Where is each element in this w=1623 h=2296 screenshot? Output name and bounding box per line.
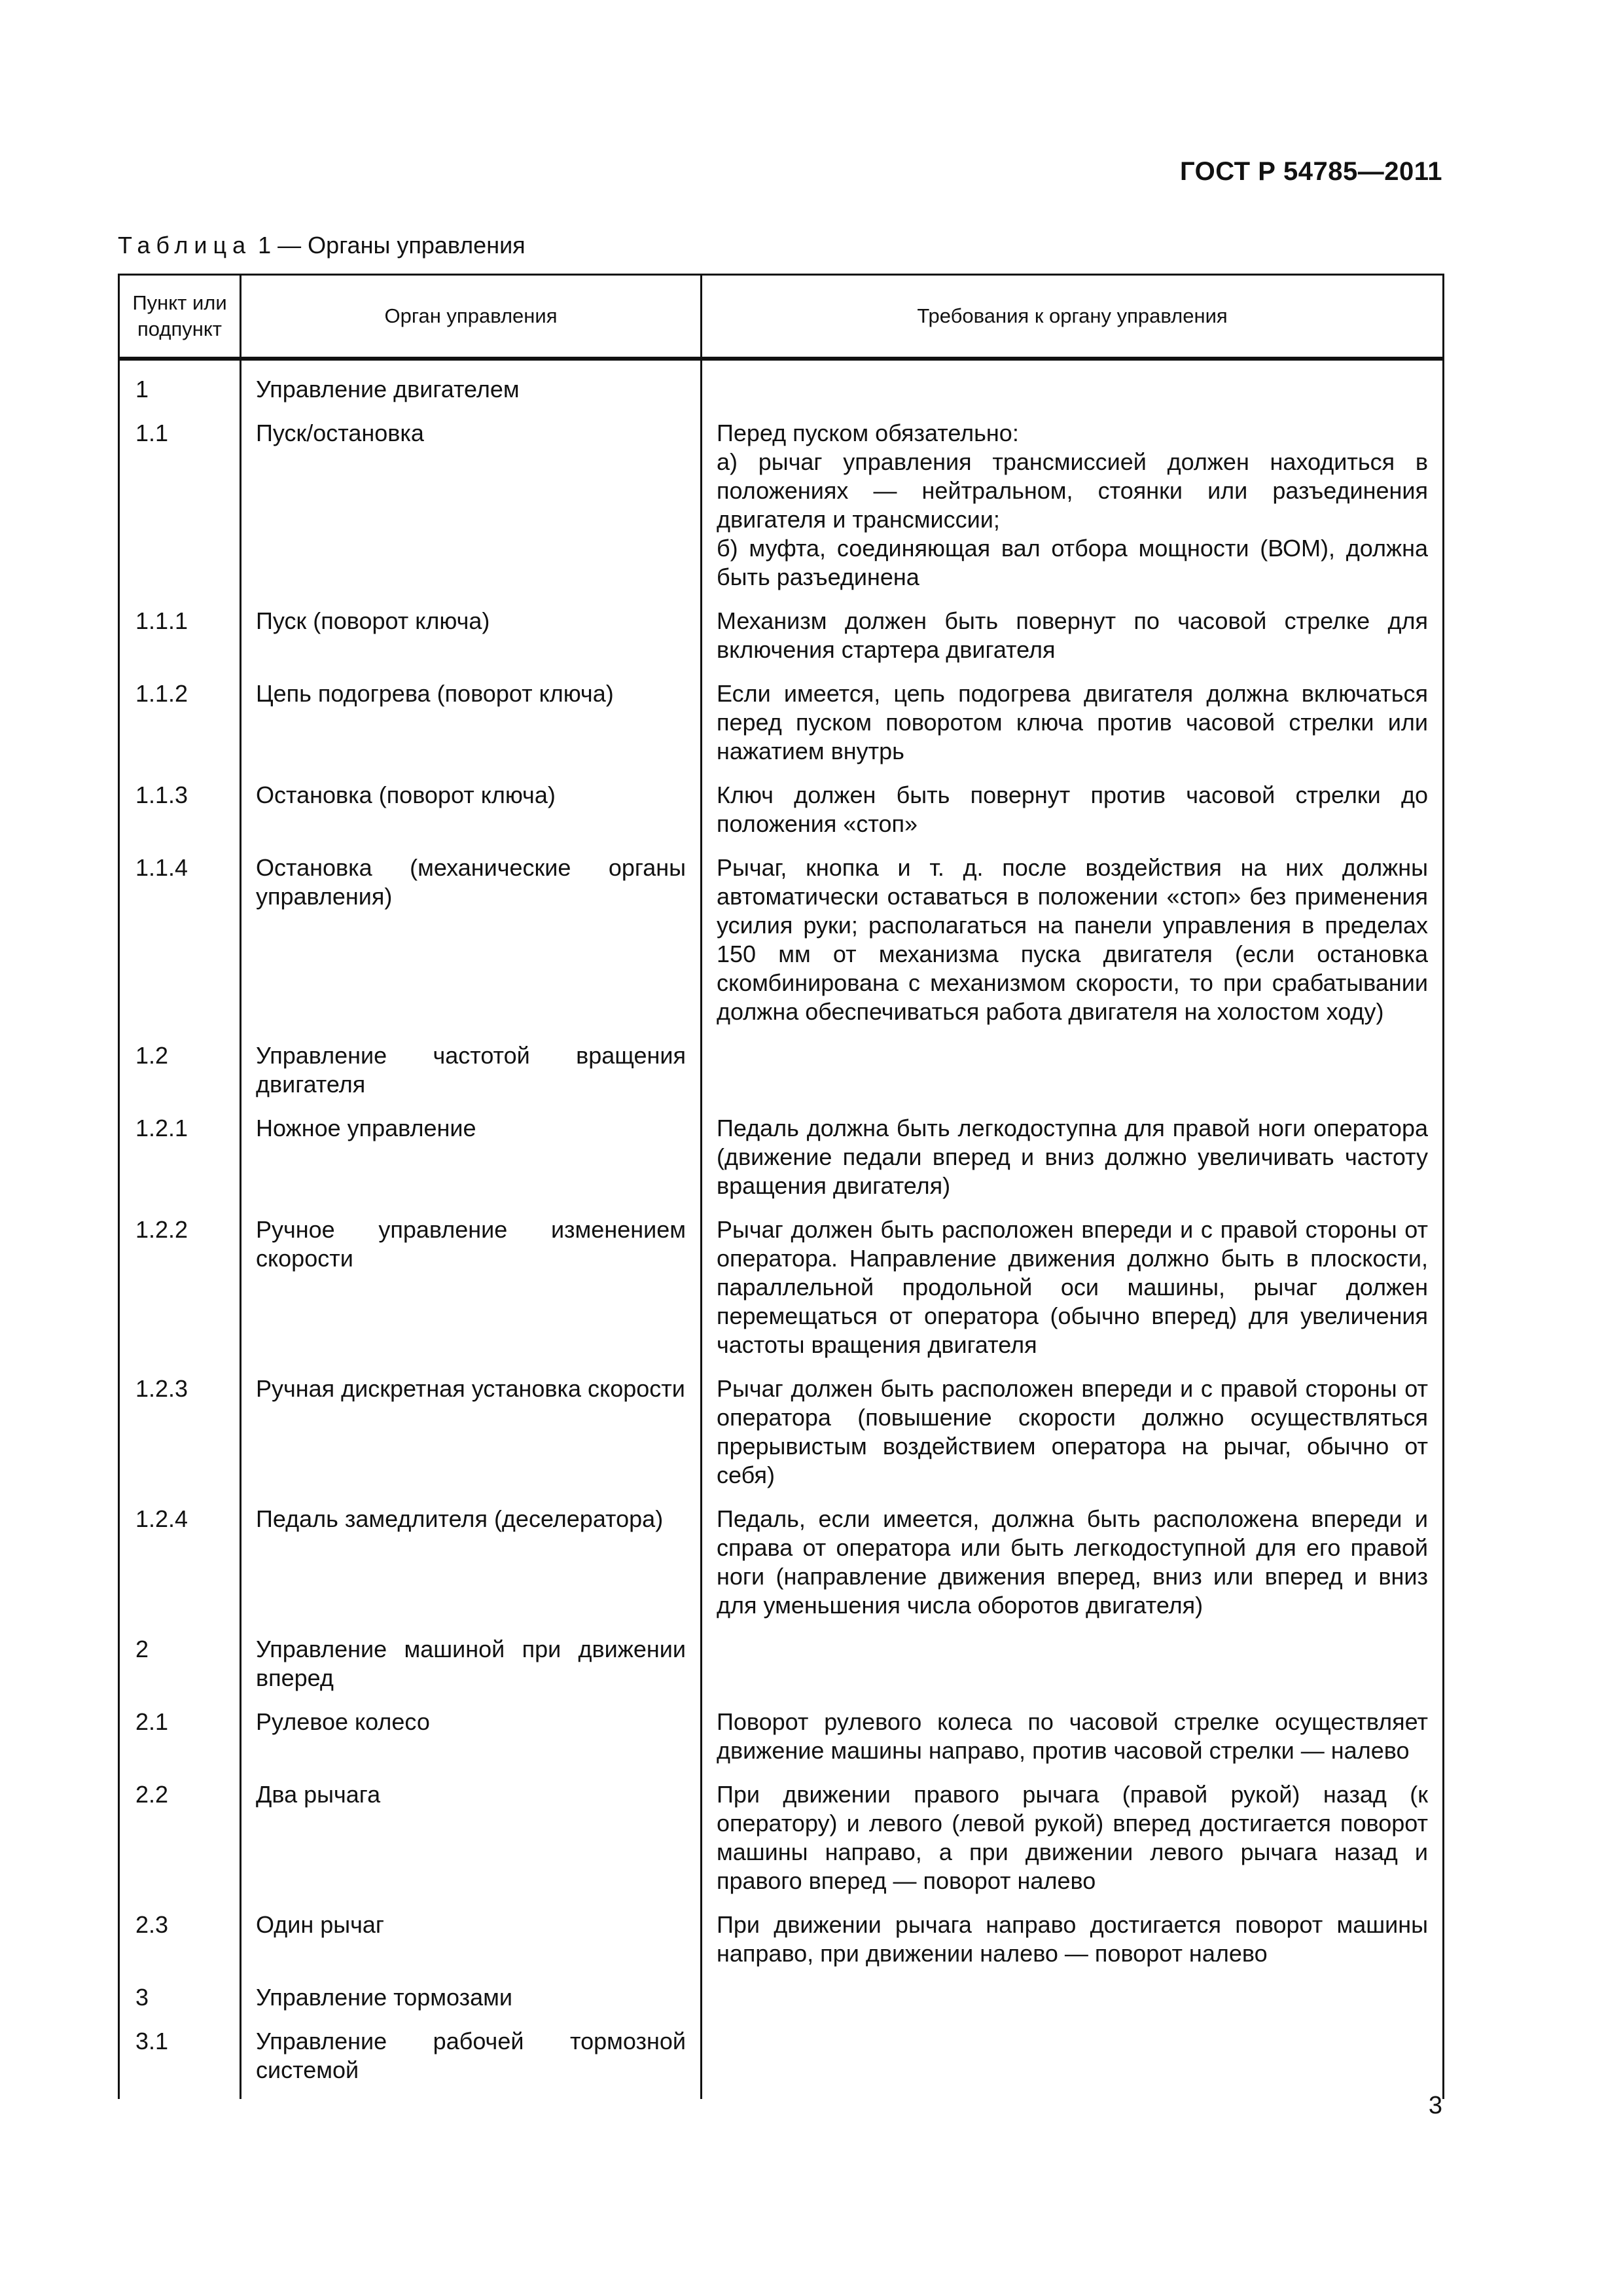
table-row [119,1109,1444,1211]
control-requirement: Если имеется, цепь подогрева двигателя должна включаться перед пуском поворотом ключа против часовой стрелки или нажатием внутрь [702,675,1444,776]
item-number: 1.2.1 [119,1109,241,1211]
control-name: Рулевое колесо [241,1703,702,1776]
control-requirement: Рычаг должен быть расположен впереди и с правой стороны от оператора (повышение скорости должно осуществляться прерывистым воздействием оператора на рычаг, обычно от себя) [702,1370,1444,1500]
table-header-row [119,275,1444,359]
table-row [119,1037,1444,1109]
table-row [119,1906,1444,1979]
table-row [119,1211,1444,1370]
standard-designation: ГОСТ Р 54785—2011 [1180,157,1442,186]
control-requirement: Ключ должен быть повернут против часовой стрелки до положения «стоп» [702,776,1444,849]
item-number: 1.2.3 [119,1370,241,1500]
item-number: 1.1 [119,414,241,602]
table-row [119,1500,1444,1630]
item-number: 2.3 [119,1906,241,1979]
table-row [119,1370,1444,1500]
column-header-requirements: Требования к органу управления [702,275,1444,359]
table-row [119,602,1444,675]
control-name: Цепь подогрева (поворот ключа) [241,675,702,776]
table-row [119,1776,1444,1906]
control-name: Ножное управление [241,1109,702,1211]
requirement-line: б) муфта, соединяющая вал отбора мощности (ВОМ), должна быть разъединена [717,535,1428,590]
table-row [119,414,1444,602]
control-name: Педаль замедлителя (деселератора) [241,1500,702,1630]
control-requirement: Рычаг должен быть расположен впереди и с правой стороны от оператора. Направление движения должно быть в плоскости, параллельной продольной оси машины, рычаг должен перемещаться от оператора (обычно вперед) для увеличения частоты вращения двигателя [702,1211,1444,1370]
control-name: Управление частотой вращения двигателя [241,1037,702,1109]
table-row [119,1979,1444,2022]
control-requirement: При движении правого рычага (правой рукой) назад (к оператору) и левого (левой рукой) вперед достигается поворот машины направо, а при движении левого рычага назад и правого вперед — поворот налево [702,1776,1444,1906]
control-name: Ручное управление изменением скорости [241,1211,702,1370]
control-name: Управление машиной при движении вперед [241,1630,702,1703]
item-number: 1.1.4 [119,849,241,1037]
control-requirement: Механизм должен быть повернут по часовой стрелке для включения стартера двигателя [702,602,1444,675]
item-number: 1.1.3 [119,776,241,849]
item-number: 1.2.4 [119,1500,241,1630]
table-row [119,1703,1444,1776]
requirement-line: а) рычаг управления трансмиссией должен находиться в положениях — нейтральном, стоянки или разъединения двигателя и трансмиссии; [717,448,1428,533]
table-row [119,359,1444,414]
control-requirement [702,1630,1444,1703]
control-requirement [702,359,1444,414]
requirement-line: Перед пуском обязательно: [717,420,1019,446]
table-row [119,1630,1444,1703]
control-requirement [702,2022,1444,2099]
column-header-control: Орган управления [241,275,702,359]
control-name: Два рычага [241,1776,702,1906]
item-number: 1.2.2 [119,1211,241,1370]
table-caption-title: 1 — Органы управления [251,232,526,259]
control-requirement: При движении рычага направо достигается поворот машины направо, при движении налево — поворот налево [702,1906,1444,1979]
control-requirement [702,414,1444,602]
controls-table [118,274,1444,2099]
item-number: 1.2 [119,1037,241,1109]
control-requirement [702,1979,1444,2022]
control-name: Пуск (поворот ключа) [241,602,702,675]
control-name: Ручная дискретная установка скорости [241,1370,702,1500]
control-name: Пуск/остановка [241,414,702,602]
item-number: 3.1 [119,2022,241,2099]
control-name: Управление двигателем [241,359,702,414]
control-requirement: Рычаг, кнопка и т. д. после воздействия на них должны автоматически оставаться в положении «стоп» без применения усилия руки; располагаться на панели управления в пределах 150 мм от механизма пуска двигателя (если остановка скомбинирована с механизмом скорости, то при срабатывании должна обеспечиваться работа двигателя на холостом ходу) [702,849,1444,1037]
table-row [119,2022,1444,2099]
control-requirement: Педаль должна быть легкодоступна для правой ноги оператора (движение педали вперед и вниз должно увеличивать частоту вращения двигателя) [702,1109,1444,1211]
control-name: Управление тормозами [241,1979,702,2022]
item-number: 1.1.1 [119,602,241,675]
control-requirement [702,1037,1444,1109]
table-caption-prefix: Таблица [118,232,252,259]
control-name: Остановка (механические органы управления) [241,849,702,1037]
table-row [119,776,1444,849]
control-name: Остановка (поворот ключа) [241,776,702,849]
table-row [119,675,1444,776]
page-number: 3 [1428,2092,1442,2119]
item-number: 1.1.2 [119,675,241,776]
table-row [119,849,1444,1037]
control-name: Управление рабочей тормозной системой [241,2022,702,2099]
control-name: Один рычаг [241,1906,702,1979]
item-number: 3 [119,1979,241,2022]
item-number: 1 [119,359,241,414]
control-requirement: Педаль, если имеется, должна быть расположена впереди и справа от оператора или быть легкодоступной для его правой ноги (направление движения вперед, вниз или вперед и вниз для уменьшения числа оборотов двигателя) [702,1500,1444,1630]
table-body [119,359,1444,2099]
table-caption [118,232,526,259]
item-number: 2 [119,1630,241,1703]
item-number: 2.1 [119,1703,241,1776]
control-requirement: Поворот рулевого колеса по часовой стрелке осуществляет движение машины направо, против часовой стрелки — налево [702,1703,1444,1776]
column-header-item: Пункт или подпункт [119,275,241,359]
item-number: 2.2 [119,1776,241,1906]
